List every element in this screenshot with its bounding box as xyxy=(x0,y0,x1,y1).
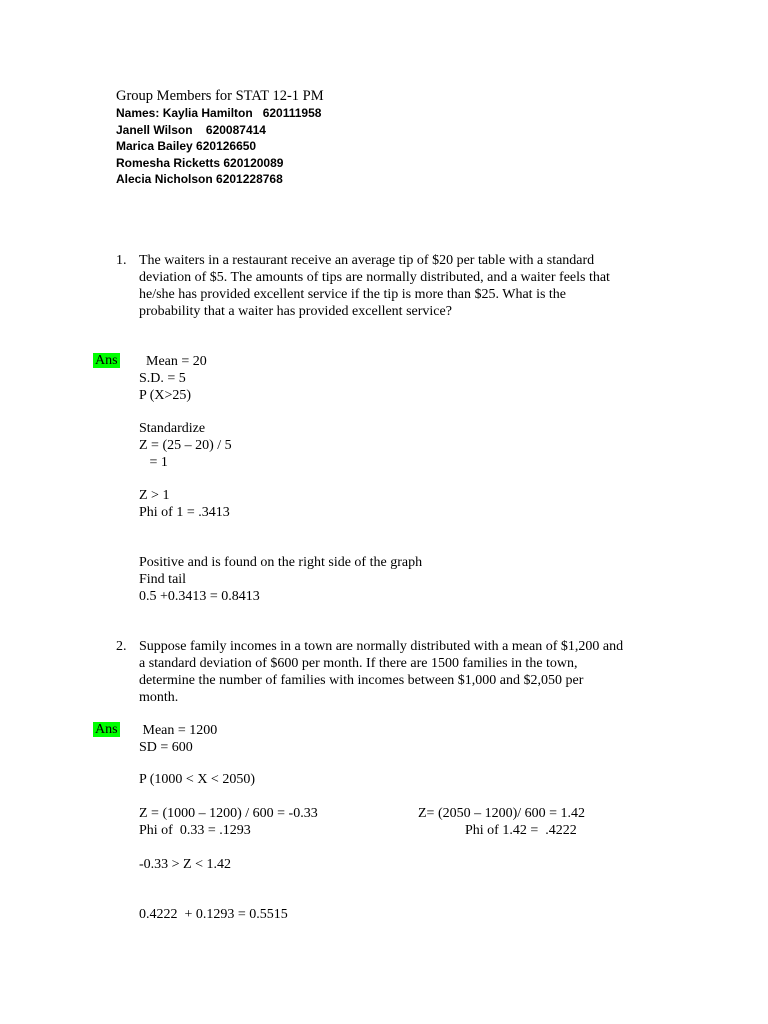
question-line: The waiters in a restaurant receive an average tip of $20 per table with a standard xyxy=(139,253,595,268)
answer-1-final: 0.5 +0.3413 = 0.8413 xyxy=(139,589,260,604)
question-1-number: 1. xyxy=(116,253,127,268)
question-line: deviation of $5. The amounts of tips are normally distributed, and a waiter feels that xyxy=(139,270,610,285)
answer-1-find-tail: Find tail xyxy=(139,572,187,587)
group-member-names xyxy=(116,105,321,188)
answer-1-z-calc: Z = (25 – 20) / 5 xyxy=(139,438,232,453)
answer-2-range: -0.33 > Z < 1.42 xyxy=(139,857,232,872)
member-line: Janell Wilson 620087414 xyxy=(116,122,266,137)
answer-2-z1: Z = (1000 – 1200) / 600 = -0.33 xyxy=(139,806,318,821)
answer-1-z-result: = 1 xyxy=(139,455,168,470)
question-line: he/she has provided excellent service if the tip is more than $25. What is the xyxy=(139,287,567,302)
question-line: determine the number of families with incomes between $1,000 and $2,050 per xyxy=(139,673,584,688)
answer-2-phi1: Phi of 0.33 = .1293 xyxy=(139,823,251,838)
answer-2-z2: Z= (2050 – 1200)/ 600 = 1.42 xyxy=(418,806,586,821)
answer-1-standardize: Standardize xyxy=(139,421,206,436)
question-2-number: 2. xyxy=(116,639,127,654)
member-line: Marica Bailey 620126650 xyxy=(116,139,257,153)
answer-1-probability: P (X>25) xyxy=(139,388,192,403)
member-line: Names: Kaylia Hamilton 620111958 xyxy=(116,106,322,120)
document-title: Group Members for STAT 12-1 PM xyxy=(116,88,324,104)
question-line: Suppose family incomes in a town are normally distributed with a mean of $1,200 and xyxy=(139,639,624,654)
question-2-text xyxy=(139,638,659,706)
question-line: month. xyxy=(139,690,179,705)
answer-1-sd: S.D. = 5 xyxy=(139,371,186,386)
member-line: Romesha Ricketts 620120089 xyxy=(116,155,284,170)
answer-2-mean-text: Mean = 1200 xyxy=(142,723,218,738)
answer-1-mean xyxy=(139,353,207,370)
answer-1-phi: Phi of 1 = .3413 xyxy=(139,505,230,520)
answer-1-note: Positive and is found on the right side of the graph xyxy=(139,555,423,570)
answer-2-probability: P (1000 < X < 2050) xyxy=(139,772,255,787)
answer-1-mean-text: Mean = 20 xyxy=(146,354,207,369)
question-line: probability that a waiter has provided excellent service? xyxy=(139,304,452,319)
answer-2-final: 0.4222 + 0.1293 = 0.5515 xyxy=(139,907,288,922)
answer-1-z-greater: Z > 1 xyxy=(139,488,170,503)
answer-2-sd: SD = 600 xyxy=(139,740,193,755)
answer-2-mean xyxy=(139,722,217,739)
question-line: a standard deviation of $600 per month. If there are 1500 families in the town, xyxy=(139,656,578,671)
member-line: Alecia Nicholson 6201228768 xyxy=(116,172,283,186)
answer-2-label: Ans xyxy=(95,722,118,737)
answer-1-label: Ans xyxy=(95,353,118,368)
question-1-text xyxy=(139,252,659,320)
answer-2-phi2: Phi of 1.42 = .4222 xyxy=(465,823,577,838)
